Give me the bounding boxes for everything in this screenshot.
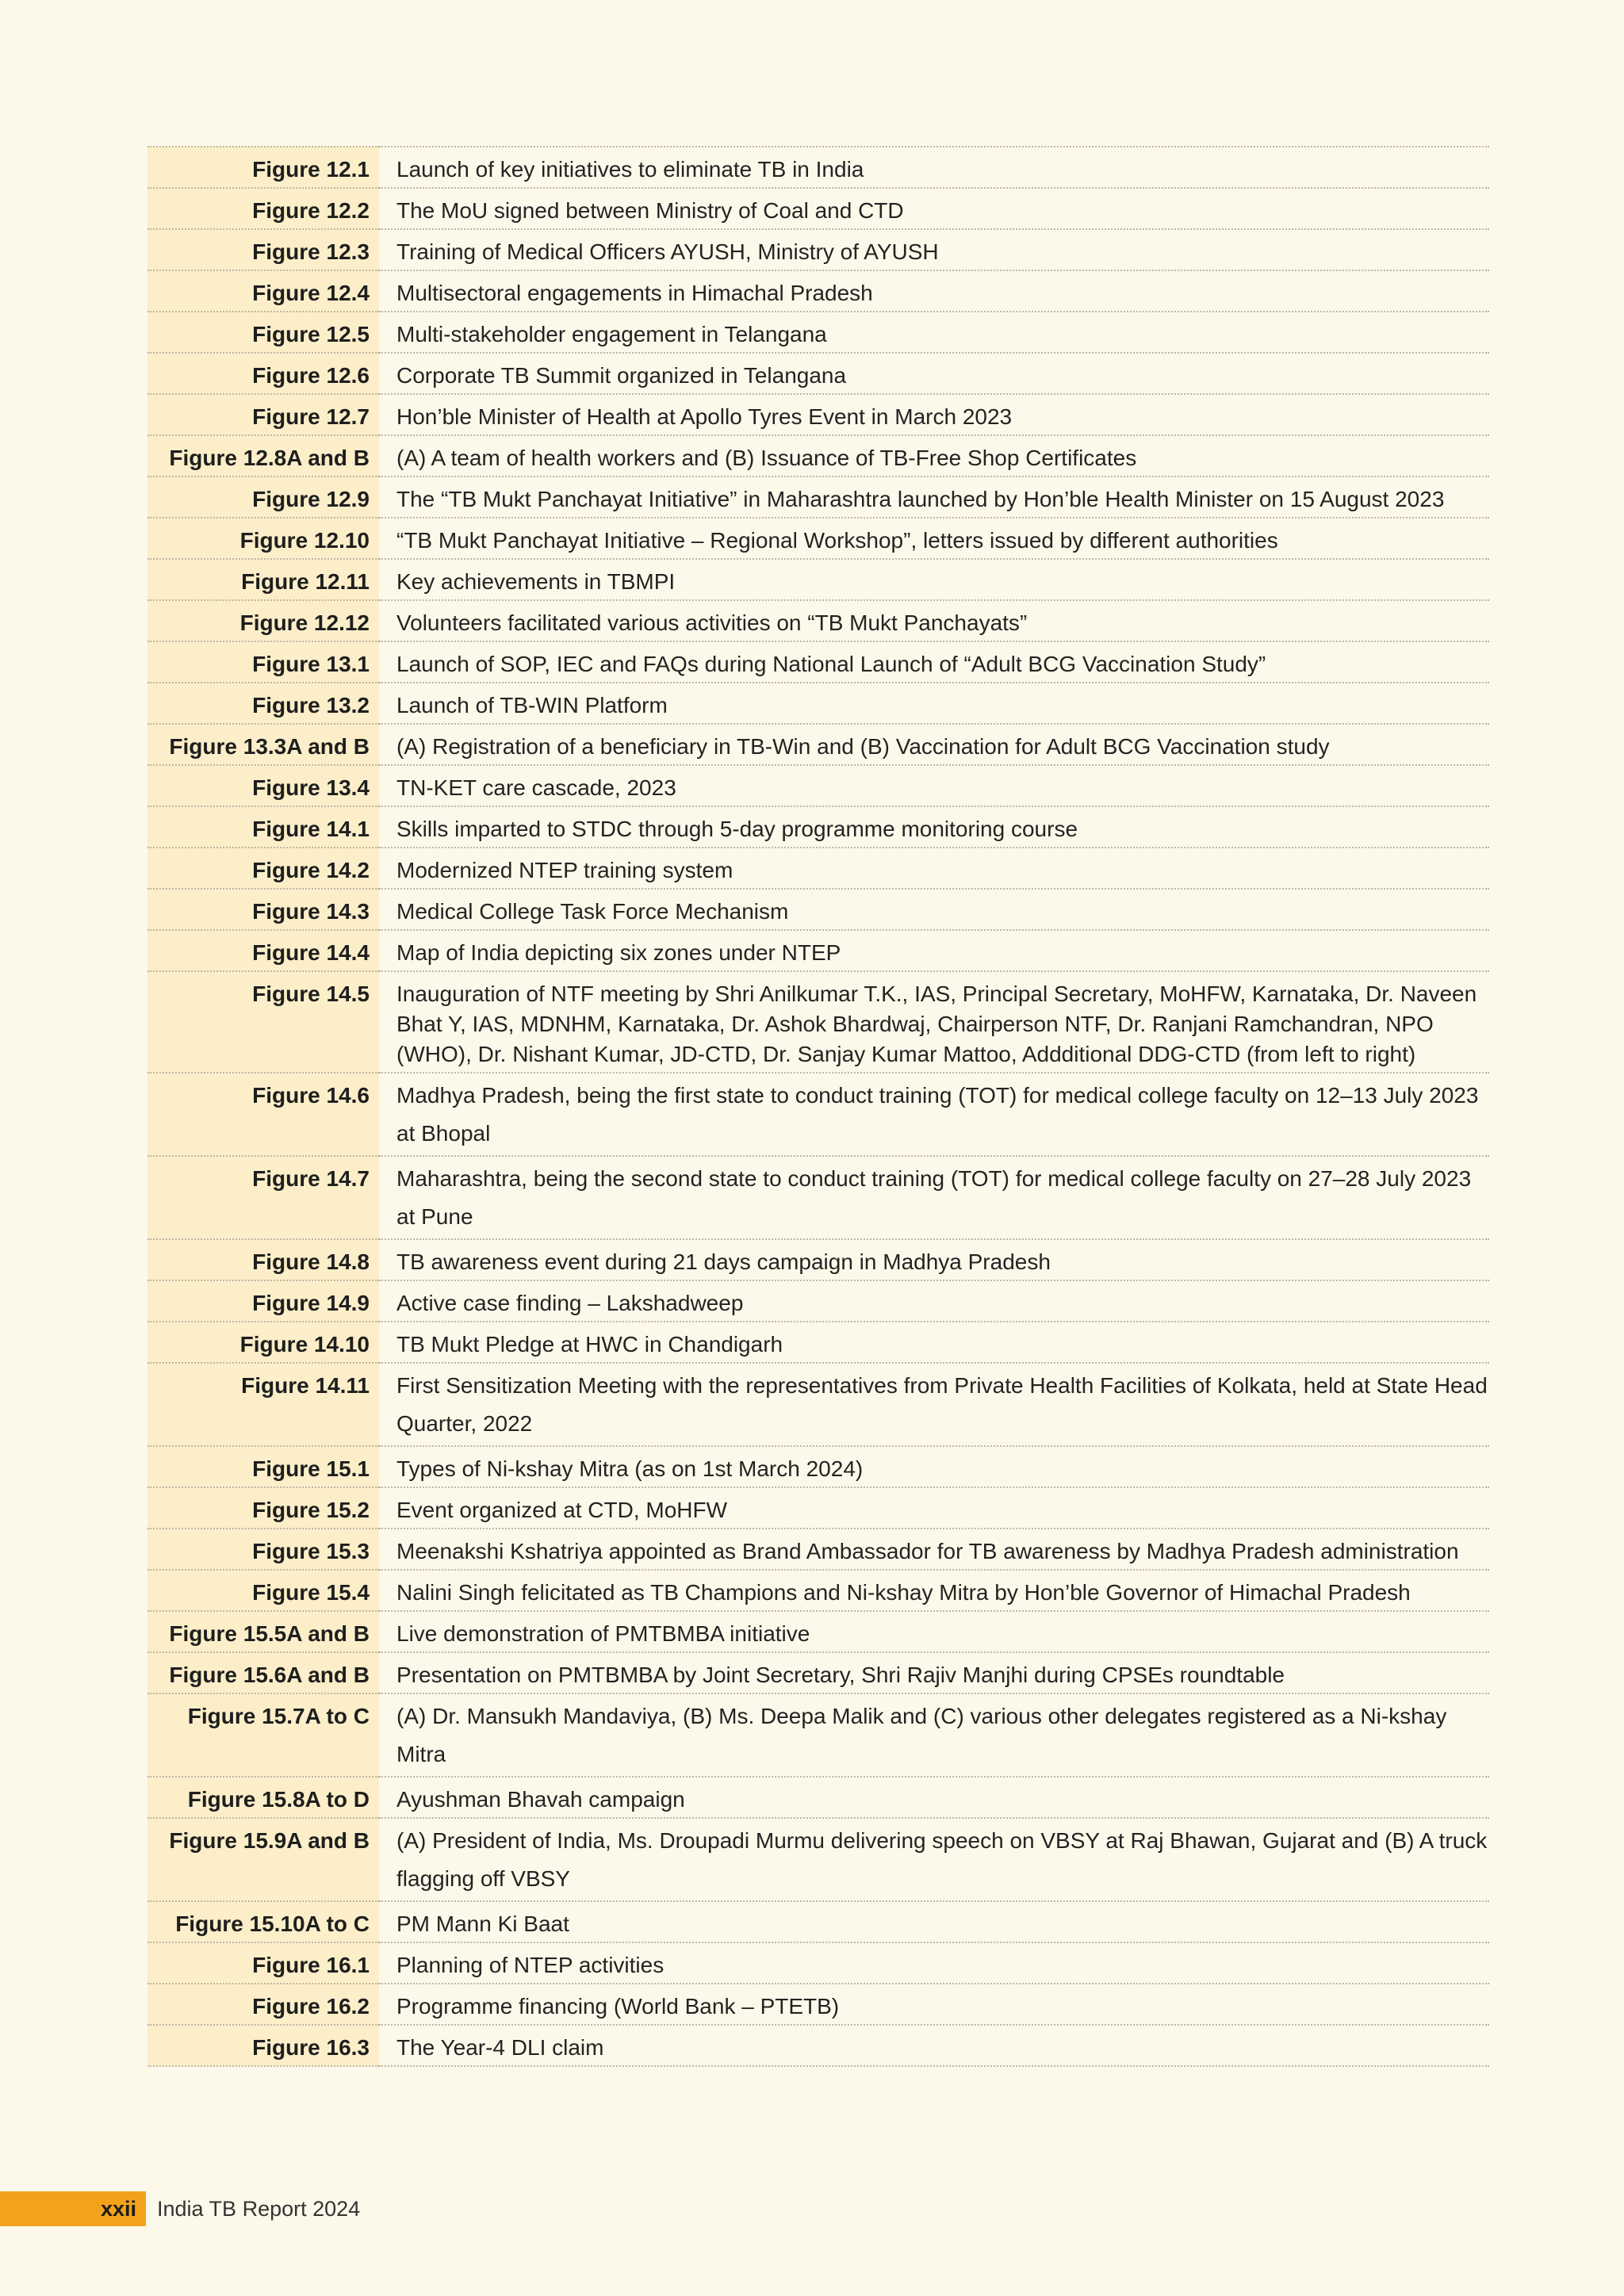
figure-number: Figure 14.11 (147, 1363, 379, 1446)
figure-row (147, 1487, 1489, 1529)
figure-caption: Launch of key initiatives to eliminate TB in India (396, 157, 864, 182)
figure-number: Figure 12.1 (147, 147, 379, 188)
figure-caption: Launch of SOP, IEC and FAQs during National Launch of “Adult BCG Vaccination Study” (396, 652, 1266, 676)
figure-row (147, 1777, 1489, 1818)
figure-row (147, 889, 1489, 930)
figure-caption: Ayushman Bhavah campaign (396, 1787, 685, 1812)
figure-row (147, 1156, 1489, 1239)
figure-number: Figure 13.3A and B (147, 724, 379, 765)
figure-caption: “TB Mukt Panchayat Initiative – Regional Workshop”, letters issued by different authorities (396, 528, 1278, 553)
figure-caption: TN-KET care cascade, 2023 (396, 775, 676, 800)
figure-caption: Hon’ble Minister of Health at Apollo Tyres Event in March 2023 (396, 404, 1013, 429)
figure-caption: Maharashtra, being the second state to conduct training (TOT) for medical college faculty on 27–28 July 2023 at Pune (396, 1166, 1472, 1229)
figure-number: Figure 14.6 (147, 1073, 379, 1156)
figure-caption: Launch of TB-WIN Platform (396, 693, 668, 718)
figure-caption: Skills imparted to STDC through 5-day programme monitoring course (396, 817, 1078, 841)
figure-caption: Madhya Pradesh, being the first state to conduct training (TOT) for medical college faculty on 12–13 July 2023 at Bhopal (396, 1083, 1479, 1146)
figure-number: Figure 16.1 (147, 1942, 379, 1984)
page-number: xxii (100, 2197, 136, 2221)
figure-number: Figure 15.4 (147, 1570, 379, 1611)
figure-caption: Types of Ni-kshay Mitra (as on 1st March 2024) (396, 1456, 864, 1481)
figure-caption: Multisectoral engagements in Himachal Pradesh (396, 281, 873, 305)
figure-number: Figure 14.2 (147, 848, 379, 889)
figure-number: Figure 15.3 (147, 1529, 379, 1570)
figure-row (147, 435, 1489, 476)
figure-number: Figure 12.9 (147, 476, 379, 518)
figure-number: Figure 13.4 (147, 765, 379, 806)
figure-number: Figure 15.7A to C (147, 1693, 379, 1777)
figure-number: Figure 14.9 (147, 1280, 379, 1322)
figure-caption: Programme financing (World Bank – PTETB) (396, 1994, 840, 2019)
figure-row (147, 1280, 1489, 1322)
figure-row (147, 724, 1489, 765)
figure-caption: Training of Medical Officers AYUSH, Ministry of AYUSH (396, 239, 939, 264)
figure-row (147, 1942, 1489, 1984)
figure-row (147, 1611, 1489, 1652)
figure-row (147, 229, 1489, 270)
figure-row (147, 930, 1489, 971)
figure-number: Figure 12.6 (147, 353, 379, 394)
figure-caption: The Year-4 DLI claim (396, 2035, 604, 2060)
figure-caption: (A) A team of health workers and (B) Issuance of TB-Free Shop Certificates (396, 446, 1137, 470)
figure-number: Figure 16.2 (147, 1984, 379, 2025)
figure-row (147, 1363, 1489, 1446)
figure-caption: Multi-stakeholder engagement in Telangana (396, 322, 827, 346)
figure-number: Figure 12.4 (147, 270, 379, 312)
figure-caption: Active case finding – Lakshadweep (396, 1291, 744, 1315)
figure-row (147, 765, 1489, 806)
figure-row (147, 188, 1489, 229)
figure-caption: Live demonstration of PMTBMBA initiative (396, 1621, 810, 1646)
figure-caption: TB Mukt Pledge at HWC in Chandigarh (396, 1332, 783, 1357)
figure-number: Figure 14.1 (147, 806, 379, 848)
figure-number: Figure 14.7 (147, 1156, 379, 1239)
figure-number: Figure 15.6A and B (147, 1652, 379, 1693)
figure-number: Figure 12.7 (147, 394, 379, 435)
figure-row (147, 1570, 1489, 1611)
figure-caption: Presentation on PMTBMBA by Joint Secretary, Shri Rajiv Manjhi during CPSEs roundtable (396, 1663, 1285, 1687)
figure-row (147, 683, 1489, 724)
figure-caption: Event organized at CTD, MoHFW (396, 1498, 728, 1522)
figure-number: Figure 12.10 (147, 518, 379, 559)
figure-number: Figure 14.8 (147, 1239, 379, 1280)
figure-number: Figure 15.5A and B (147, 1611, 379, 1652)
figure-caption: (A) President of India, Ms. Droupadi Murmu delivering speech on VBSY at Raj Bhawan, Gujarat and (B) A truck flagging off VBSY (396, 1828, 1488, 1891)
figure-number: Figure 12.12 (147, 600, 379, 641)
figure-number: Figure 15.10A to C (147, 1901, 379, 1942)
figure-row (147, 353, 1489, 394)
figure-row (147, 1652, 1489, 1693)
figure-row (147, 518, 1489, 559)
figure-row (147, 971, 1489, 1073)
figure-caption: PM Mann Ki Baat (396, 1911, 569, 1936)
figure-row (147, 600, 1489, 641)
figure-caption: Medical College Task Force Mechanism (396, 899, 789, 924)
figure-number: Figure 12.2 (147, 188, 379, 229)
footer-report-title: India TB Report 2024 (157, 2197, 361, 2221)
figure-row (147, 312, 1489, 353)
figure-caption: (A) Dr. Mansukh Mandaviya, (B) Ms. Deepa Malik and (C) various other delegates registered as a Ni-kshay Mitra (396, 1704, 1447, 1766)
figure-row (147, 1322, 1489, 1363)
figure-number: Figure 12.11 (147, 559, 379, 600)
figure-caption: The MoU signed between Ministry of Coal and CTD (396, 198, 904, 223)
figure-row (147, 1239, 1489, 1280)
figure-caption: Nalini Singh felicitated as TB Champions and Ni-kshay Mitra by Hon’ble Governor of Himachal Pradesh (396, 1580, 1411, 1605)
figure-row (147, 476, 1489, 518)
figure-caption: First Sensitization Meeting with the representatives from Private Health Facilities of Kolkata, held at State Head Quarter, 2022 (396, 1373, 1488, 1436)
figure-row (147, 1446, 1489, 1487)
figure-caption: (A) Registration of a beneficiary in TB-Win and (B) Vaccination for Adult BCG Vaccination study (396, 734, 1330, 759)
figure-caption: Map of India depicting six zones under NTEP (396, 940, 841, 965)
figure-row (147, 806, 1489, 848)
figure-caption: Meenakshi Kshatriya appointed as Brand Ambassador for TB awareness by Madhya Pradesh administration (396, 1539, 1459, 1563)
figure-row (147, 2025, 1489, 2066)
figure-row (147, 848, 1489, 889)
figure-number: Figure 12.5 (147, 312, 379, 353)
figure-row (147, 559, 1489, 600)
figure-number: Figure 15.8A to D (147, 1777, 379, 1818)
figure-row (147, 1073, 1489, 1156)
figure-number: Figure 15.2 (147, 1487, 379, 1529)
figure-number: Figure 14.5 (147, 971, 379, 1073)
figure-number: Figure 12.8A and B (147, 435, 379, 476)
figure-row (147, 641, 1489, 683)
figure-row (147, 394, 1489, 435)
figure-caption: The “TB Mukt Panchayat Initiative” in Maharashtra launched by Hon’ble Health Minister on 15 August 2023 (396, 487, 1445, 511)
figure-number: Figure 13.1 (147, 641, 379, 683)
figure-number: Figure 14.4 (147, 930, 379, 971)
figure-row (147, 1984, 1489, 2025)
figure-row (147, 147, 1489, 188)
figure-number: Figure 16.3 (147, 2025, 379, 2066)
figure-number: Figure 14.3 (147, 889, 379, 930)
figure-caption: Corporate TB Summit organized in Telangana (396, 363, 847, 388)
figure-number: Figure 12.3 (147, 229, 379, 270)
figure-row (147, 270, 1489, 312)
figure-caption: Planning of NTEP activities (396, 1953, 665, 1977)
figure-row (147, 1529, 1489, 1570)
figure-number: Figure 13.2 (147, 683, 379, 724)
figure-caption: Volunteers facilitated various activities on “TB Mukt Panchayats” (396, 610, 1028, 635)
figure-caption: Modernized NTEP training system (396, 858, 733, 882)
list-of-figures-table (147, 146, 1489, 2067)
figure-row (147, 1693, 1489, 1777)
figure-row (147, 1818, 1489, 1901)
figure-number: Figure 14.10 (147, 1322, 379, 1363)
figure-number: Figure 15.9A and B (147, 1818, 379, 1901)
figure-caption: Inauguration of NTF meeting by Shri Anilkumar T.K., IAS, Principal Secretary, MoHFW, Karnataka, Dr. Naveen Bhat Y, IAS, MDNHM, Karnataka, Dr. Ashok Bhardwaj, Chairperson NTF, Dr. Ranjani Ramchandran, NPO (WHO), Dr. Nishant Kumar, JD-CTD, Dr. Sanjay Kumar Mattoo, Addditional DDG-CTD (from left to right) (396, 982, 1477, 1066)
figure-row (147, 1901, 1489, 1942)
figure-caption: TB awareness event during 21 days campaign in Madhya Pradesh (396, 1249, 1051, 1274)
figure-caption: Key achievements in TBMPI (396, 569, 676, 594)
figure-number: Figure 15.1 (147, 1446, 379, 1487)
